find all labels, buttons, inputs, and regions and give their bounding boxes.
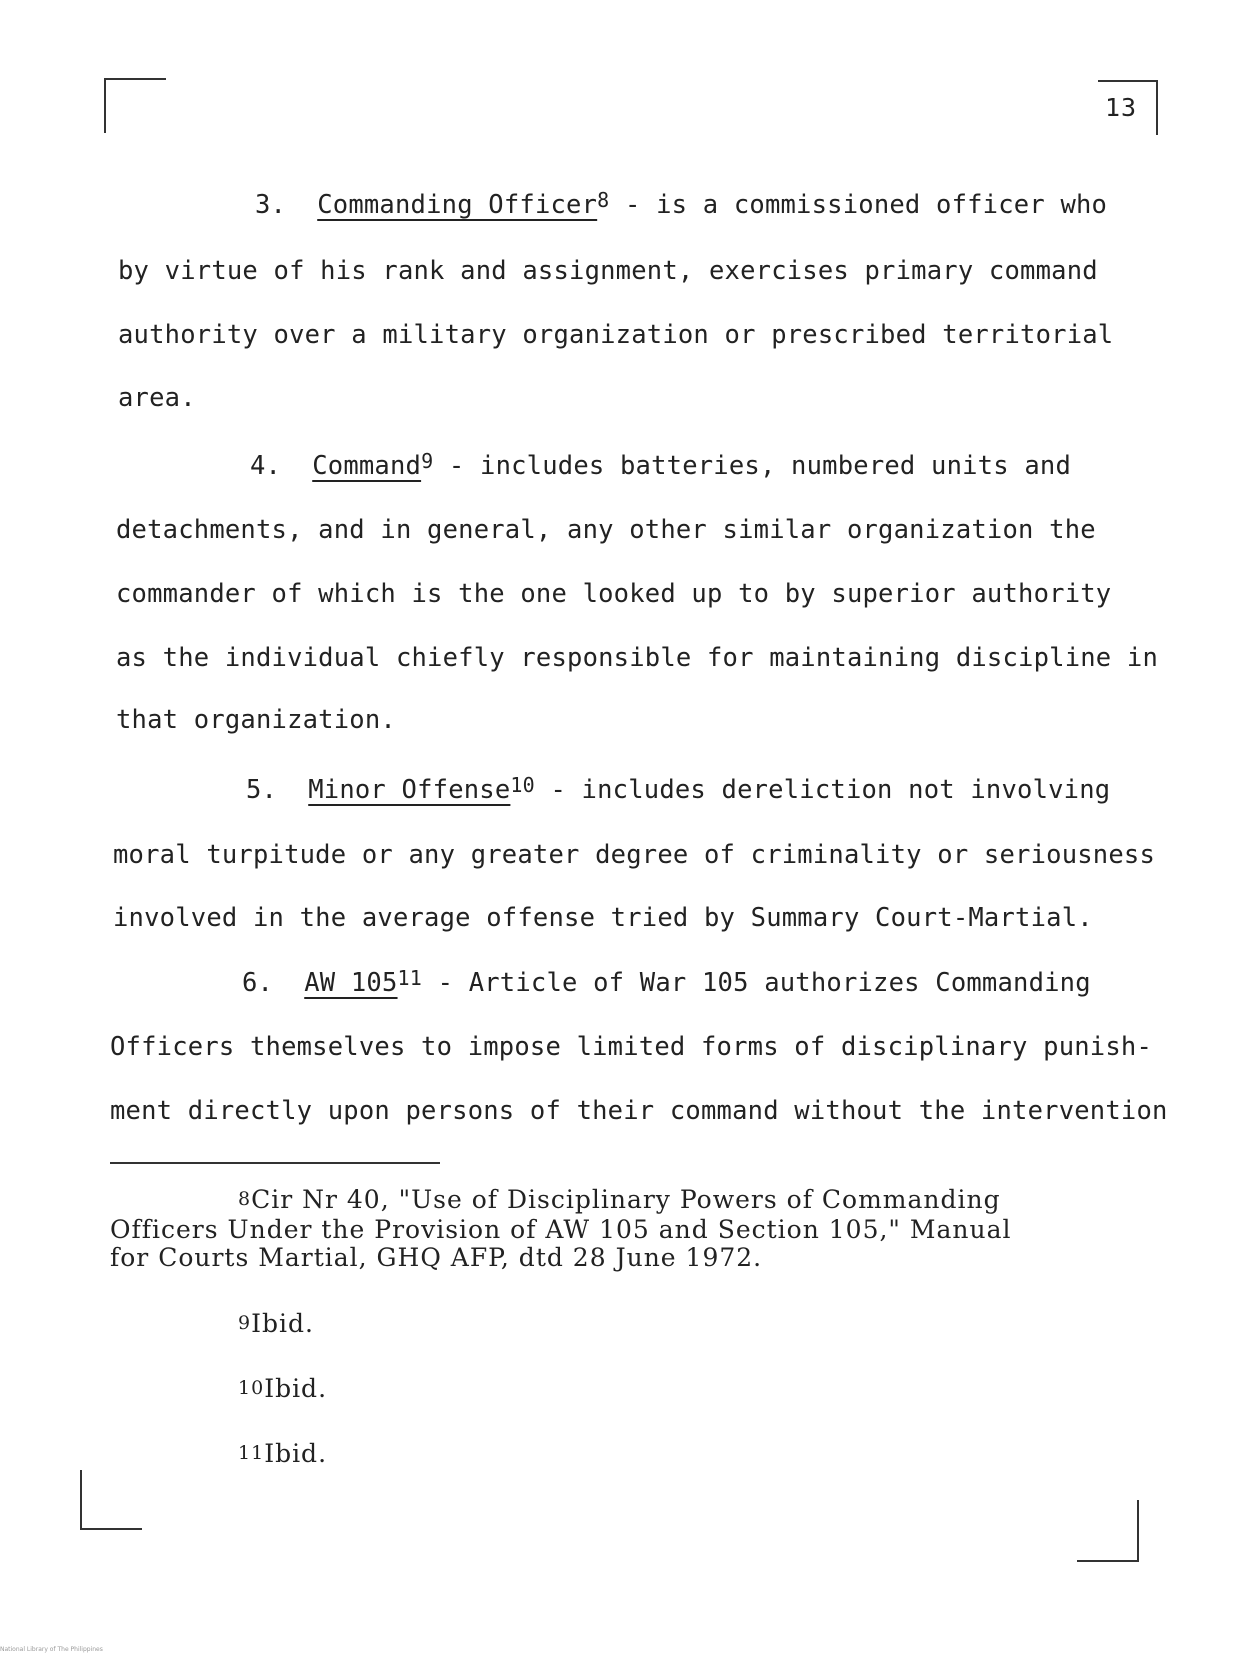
- item-3-heading: 3. Commanding Officer$^8$ - is a commissioned officer who: [255, 188, 1108, 220]
- paragraph-line: authority over a military organization or prescribed territorial: [118, 320, 1114, 350]
- paragraph-line: by virtue of his rank and assignment, exercises primary command: [118, 256, 1098, 286]
- footnote-separator: [110, 1162, 440, 1164]
- footnote-9: $^9$Ibid.: [238, 1309, 314, 1338]
- paragraph-line: area.: [118, 383, 196, 413]
- paragraph-line: as the individual chiefly responsible for maintaining discipline in: [116, 643, 1159, 673]
- footnote-ref-9: 9: [421, 449, 434, 473]
- footnote-ref-8: 8: [597, 188, 610, 212]
- footnote-11: $^{11}$Ibid.: [238, 1439, 328, 1468]
- term-commanding-officer: Commanding Officer: [317, 190, 598, 220]
- item-5-heading: 5. Minor Offense$^{10}$ - includes dereliction not involving: [246, 773, 1111, 805]
- paragraph-line: involved in the average offense tried by Summary Court-Martial.: [113, 903, 1093, 933]
- footnote-ref-10: 10: [510, 773, 535, 797]
- item-6-heading: 6. AW $105^{11}$ - Article of War 105 authorizes Commanding: [242, 966, 1091, 998]
- paragraph-line: ment directly upon persons of their command without the intervention: [110, 1096, 1168, 1126]
- term-minor-offense: Minor Offense: [308, 775, 511, 805]
- paragraph-line: that organization.: [116, 705, 396, 735]
- paragraph-line: detachments, and in general, any other similar organization the: [116, 515, 1096, 545]
- footnote-ref-11: 11: [397, 966, 423, 990]
- scan-attribution: National Library of The Philippines: [0, 1646, 103, 1653]
- item-4-heading: 4. Command$^9$ - includes batteries, numbered units and: [250, 449, 1071, 481]
- paragraph-line: Officers themselves to impose limited forms of disciplinary punish-: [110, 1032, 1153, 1062]
- paragraph-line: moral turpitude or any greater degree of criminality or seriousness: [113, 840, 1156, 870]
- paragraph-line: commander of which is the one looked up to by superior authority: [116, 579, 1112, 609]
- page-number: 13: [1105, 93, 1138, 122]
- term-command: Command: [312, 451, 422, 481]
- footnote-10: $^{10}$Ibid.: [238, 1374, 328, 1403]
- term-aw-105: AW 105: [304, 968, 398, 998]
- footnote-8: $^8$Cir Nr 40, "Use of Disciplinary Powers of Commanding Officers Under the Provision of AW 105 and Section 105," Manual for Courts Martial, GHQ AFP, dtd 28 June 1972.: [110, 1185, 1012, 1272]
